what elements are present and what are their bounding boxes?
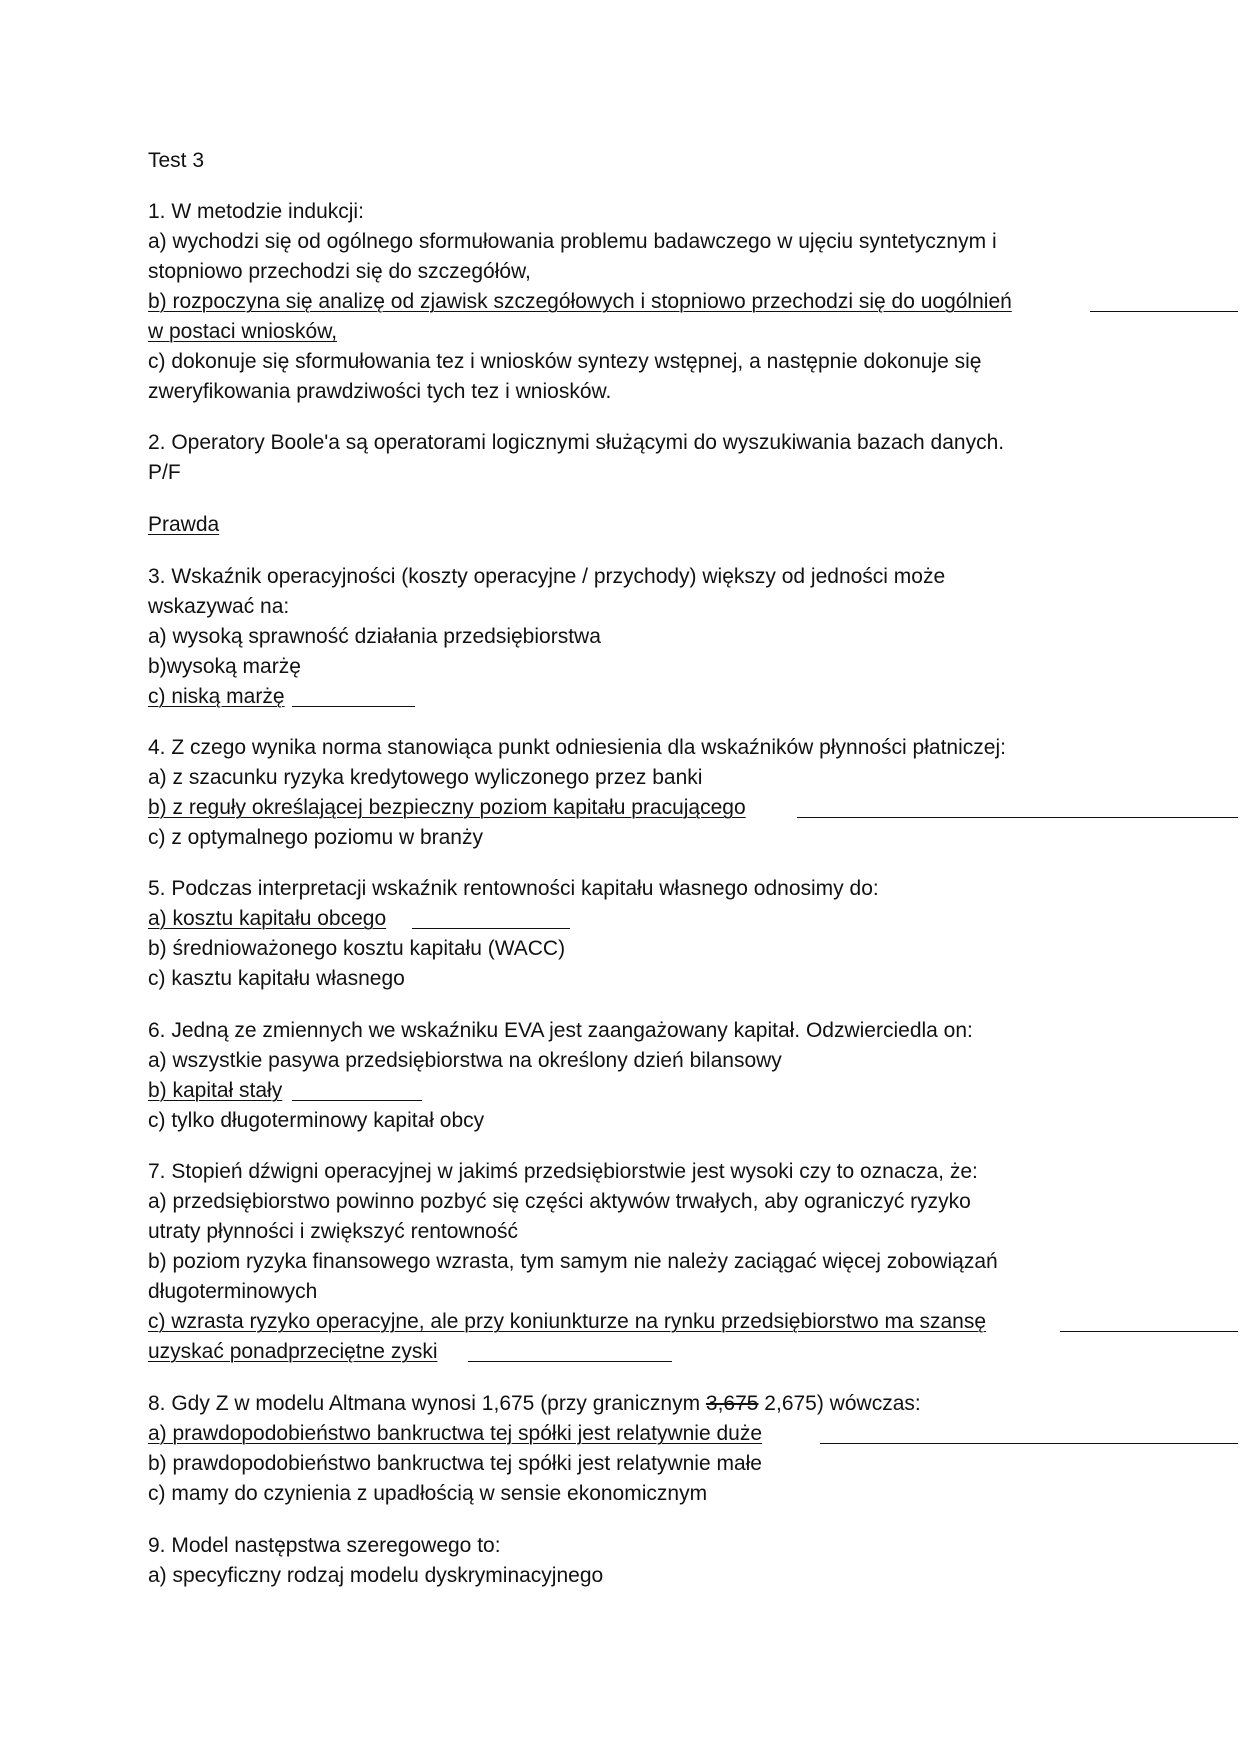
q3-option-c-answer: c) niską marżę (148, 685, 285, 708)
q6-option-a: a) wszystkie pasywa przedsiębiorstwa na określony dzień bilansowy (148, 1049, 782, 1072)
q7-option-b: b) poziom ryzyka finansowego wzrasta, tym samym nie należy zaciągać więcej zobowiązań (148, 1250, 998, 1273)
q3-answer-underline-extension (292, 706, 415, 707)
q4-answer-underline-extension (797, 817, 1238, 818)
q4-option-c: c) z optymalnego poziomu w branży (148, 826, 483, 849)
q3-option-a: a) wysoką sprawność działania przedsiębiorstwa (148, 625, 601, 648)
q8-option-a-answer: a) prawdopodobieństwo bankructwa tej spółki jest relatywnie duże (148, 1422, 763, 1445)
q7-option-a: a) przedsiębiorstwo powinno pozbyć się części aktywów trwałych, aby ograniczyć ryzyko (148, 1190, 971, 1213)
q1-option-a: a) wychodzi się od ogólnego sformułowania problemu badawczego w ujęciu syntetycznym i (148, 230, 997, 253)
q3-question: 3. Wskaźnik operacyjności (koszty operacyjne / przychody) większy od jedności może (148, 565, 946, 588)
q8-question-end: 2,675) wówczas: (758, 1392, 921, 1415)
q3-question-cont: wskazywać na: (148, 595, 290, 618)
q2-options: P/F (148, 461, 181, 484)
q7-option-b-cont: długoterminowych (148, 1280, 318, 1303)
q1-option-a-cont: stopniowo przechodzi się do szczegółów, (148, 260, 531, 283)
q8-struck-value: 3,675 (705, 1392, 759, 1415)
q7-answer-underline-extension (1060, 1331, 1238, 1332)
q1-question: 1. W metodzie indukcji: (148, 200, 364, 223)
q7-answer-underline-extension-2 (468, 1361, 672, 1362)
q5-option-a-answer: a) kosztu kapitału obcego (148, 907, 387, 930)
q1-option-c-cont: zweryfikowania prawdziwości tych tez i wniosków. (148, 380, 612, 403)
q7-option-c-answer-cont: uzyskać ponadprzeciętne zyski (148, 1340, 438, 1363)
q6-option-b-answer: b) kapitał stały (148, 1079, 283, 1102)
q5-question: 5. Podczas interpretacji wskaźnik rentowności kapitału własnego odnosimy do: (148, 877, 879, 900)
q8-question (148, 1389, 921, 1419)
q2-answer: Prawda (148, 513, 220, 536)
q1-option-c: c) dokonuje się sformułowania tez i wniosków syntezy wstępnej, a następnie dokonuje się (148, 350, 982, 373)
q7-question: 7. Stopień dźwigni operacyjnej w jakimś przedsiębiorstwie jest wysoki czy to oznacza, że: (148, 1160, 978, 1183)
q4-option-a: a) z szacunku ryzyka kredytowego wyliczonego przez banki (148, 766, 703, 789)
test-title: Test 3 (148, 149, 205, 172)
q5-option-b: b) średnioważonego kosztu kapitału (WACC) (148, 937, 566, 960)
q8-option-c: c) mamy do czynienia z upadłością w sensie ekonomicznym (148, 1482, 708, 1505)
q8-question-start: 8. Gdy Z w modelu Altmana wynosi 1,675 (przy granicznym (148, 1392, 706, 1415)
q4-question: 4. Z czego wynika norma stanowiąca punkt odniesienia dla wskaźników płynności płatniczej: (148, 736, 1006, 759)
q1-option-b-answer: b) rozpoczyna się analizę od zjawisk szczegółowych i stopniowo przechodzi się do uogólnień (148, 290, 1012, 313)
q1-option-b-answer-cont: w postaci wniosków, (148, 320, 338, 343)
q6-answer-underline-extension (292, 1100, 422, 1101)
q1-answer-underline-extension (1090, 311, 1238, 312)
q5-option-c: c) kasztu kapitału własnego (148, 967, 405, 990)
q9-question: 9. Model następstwa szeregowego to: (148, 1534, 501, 1557)
q8-answer-underline-extension (820, 1443, 1238, 1444)
q5-answer-underline-extension (412, 928, 570, 929)
q6-option-c: c) tylko długoterminowy kapitał obcy (148, 1109, 485, 1132)
q6-question: 6. Jedną ze zmiennych we wskaźniku EVA jest zaangażowany kapitał. Odzwierciedla on: (148, 1019, 973, 1042)
q4-option-b-answer: b) z reguły określającej bezpieczny poziom kapitału pracującego (148, 796, 746, 819)
q7-option-c-answer: c) wzrasta ryzyko operacyjne, ale przy koniunkturze na rynku przedsiębiorstwo ma szansę (148, 1310, 987, 1333)
q8-option-b: b) prawdopodobieństwo bankructwa tej spółki jest relatywnie małe (148, 1452, 762, 1475)
q7-option-a-cont: utraty płynności i zwiększyć rentowność (148, 1220, 518, 1243)
q2-question: 2. Operatory Boole'a są operatorami logicznymi służącymi do wyszukiwania bazach danych. (148, 431, 1005, 454)
q9-option-a: a) specyficzny rodzaj modelu dyskryminacyjnego (148, 1564, 604, 1587)
q3-option-b: b)wysoką marżę (148, 655, 301, 678)
